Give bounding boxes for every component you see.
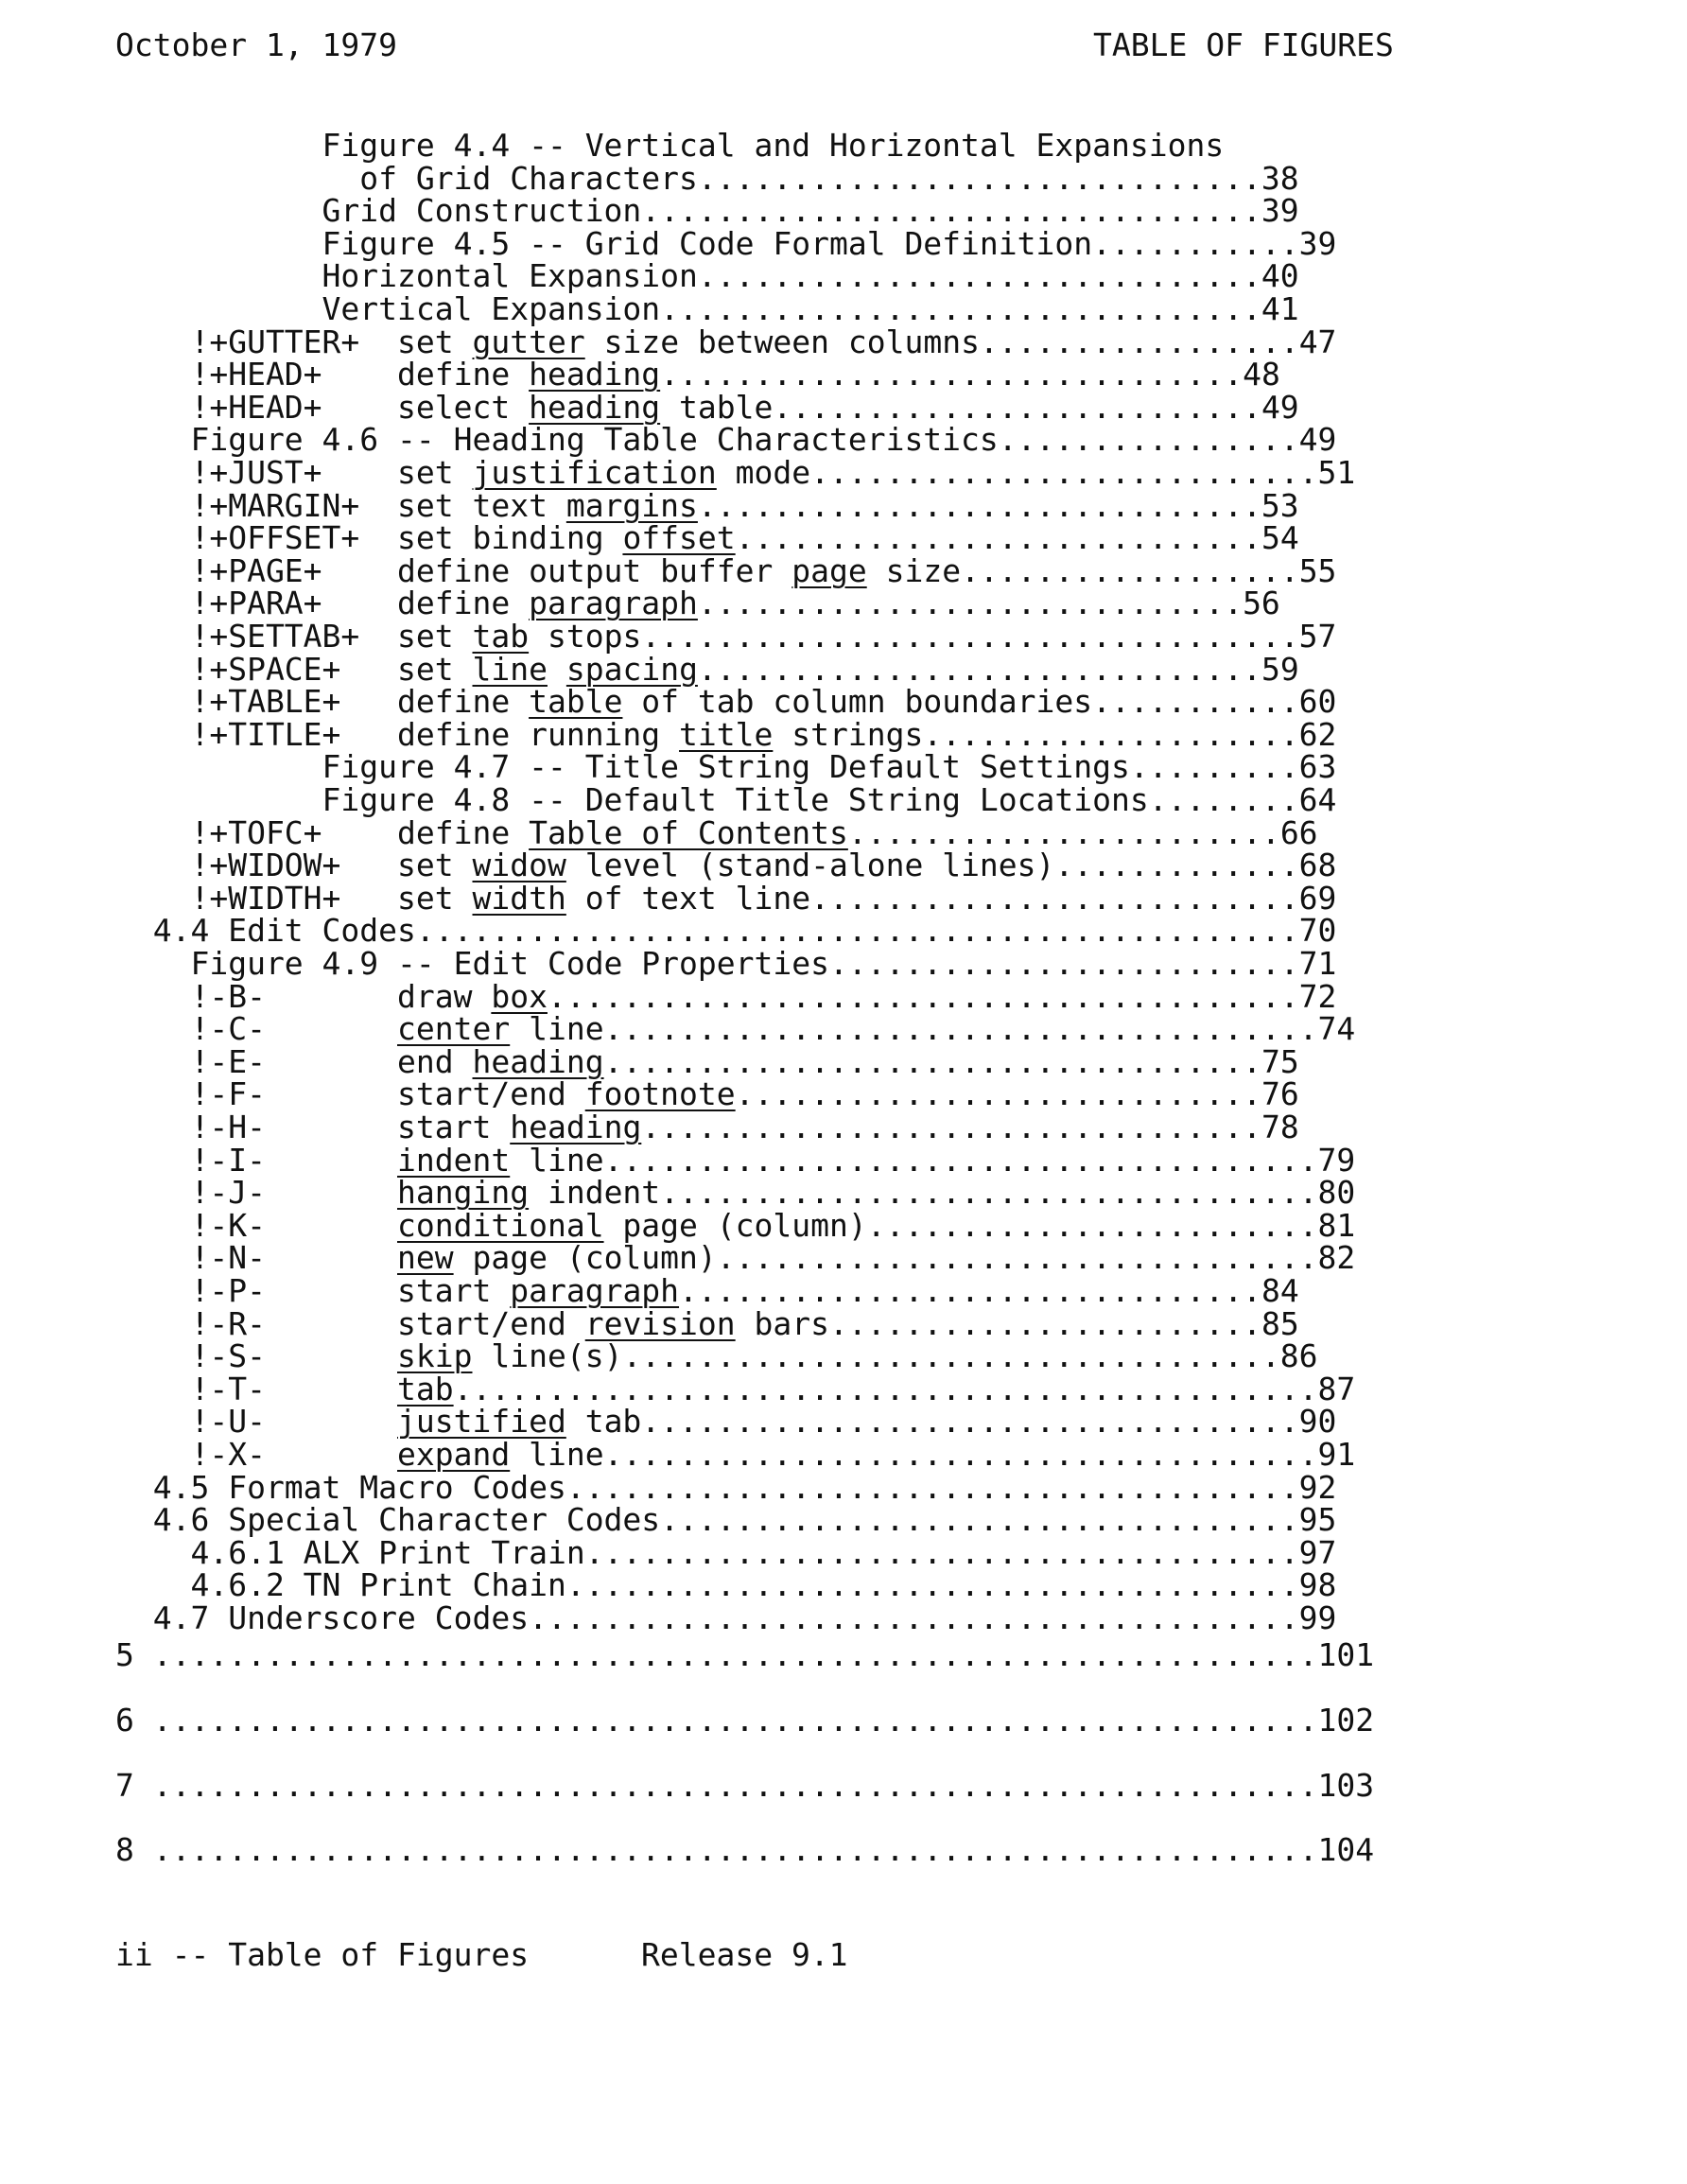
toc-text: .................................78 [641,1109,1299,1145]
toc-keyword-underlined: center [397,1010,511,1048]
toc-text: Figure 4.5 -- Grid Code Formal Definition...........39 [115,224,1337,262]
toc-text: .............................56 [697,585,1280,622]
toc-entry [115,551,1337,589]
toc-text: !+TABLE+ define [115,683,530,721]
toc-text: !-K- [115,1206,398,1244]
toc-entry [115,715,1337,753]
toc-text: !+PARA+ define [115,585,530,622]
toc-text: ..............................53 [697,486,1299,524]
toc-text: tab...................................90 [565,1403,1337,1441]
toc-keyword-underlined: gutter [472,323,585,360]
toc-text: !+PAGE+ define output buffer [115,551,792,589]
toc-entry [115,358,1280,392]
toc-entry [115,783,1336,817]
toc-text: mode...........................51 [716,454,1356,491]
toc-keyword-underlined: offset [622,519,736,557]
toc-text: !-B- draw [115,977,492,1015]
header-section-title: TABLE OF FIGURES [1093,26,1394,63]
chapter-number: 8 [115,1831,134,1868]
toc-text: !+HEAD+ select [115,388,530,426]
toc-text: 4.5 Format Macro Codes.......................................92 [115,1468,1337,1506]
toc-keyword-underlined: indent [397,1141,511,1179]
toc-keyword-underlined: conditional [397,1206,604,1244]
toc-text: Figure 4.7 -- Title String Default Settings.........63 [115,748,1337,786]
toc-text: !+GUTTER+ set [115,323,473,360]
toc-entry [115,129,1224,163]
toc-text: table..........................49 [660,388,1299,426]
toc-text: line(s)...................................86 [472,1337,1318,1375]
toc-entry [115,1241,1355,1275]
toc-text: !+OFFSET+ set binding [115,519,623,557]
chapter-leader-page: ..............................................................103 [133,1767,1375,1804]
toc-entry [115,914,1336,948]
toc-text: 4.6 Special Character Codes..................................95 [115,1501,1337,1539]
toc-entry [115,947,1336,981]
toc-entry [115,1503,1336,1537]
toc-text: !-H- start [115,1109,511,1145]
toc-keyword-underlined: justification [472,454,717,491]
header-date: October 1, 1979 [115,26,398,63]
toc-keyword-underlined: line [472,650,548,688]
toc-text: !-F- start/end [115,1075,585,1113]
toc-text: !-J- [115,1174,398,1212]
chapter-leader-page: ..............................................................104 [133,1831,1375,1868]
toc-text: Figure 4.9 -- Edit Code Properties.........................71 [115,945,1337,982]
chapter-leader-page: ..............................................................101 [133,1636,1375,1673]
toc-entry [115,486,1299,524]
toc-text: !+HEAD+ define [115,356,530,393]
toc-text [548,651,566,688]
toc-text: Grid Construction.................................39 [115,192,1299,230]
toc-text: 4.7 Underscore Codes.........................................99 [115,1599,1337,1636]
toc-entry [115,224,1337,262]
toc-keyword-underlined: justified [397,1403,566,1441]
toc-text: !+WIDOW+ set [115,847,473,884]
toc-entry [115,1110,1299,1144]
footer-page-label: ii -- Table of Figures [115,1936,530,1973]
toc-text: !-P- start [115,1272,511,1309]
toc-text: !-I- [115,1141,398,1179]
toc-keyword-underlined: heading [472,1042,604,1080]
toc-entry [115,259,1299,293]
toc-entry [115,1012,1355,1046]
toc-entry [115,1176,1355,1210]
toc-entry [115,1304,1299,1342]
toc-keyword-underlined: widow [472,847,566,884]
toc-text: ...................................75 [603,1042,1299,1080]
toc-entry [115,292,1299,326]
toc-text: ..............................................87 [453,1370,1356,1407]
toc-text: line......................................74 [510,1010,1356,1048]
toc-keyword-underlined: heading [529,388,661,426]
toc-keyword-underlined: skip [397,1337,473,1375]
toc-text: !-R- start/end [115,1304,585,1342]
chapter-number: 5 [115,1636,134,1673]
toc-text: !+WIDTH+ set [115,879,473,917]
toc-text: !+JUST+ set [115,454,473,491]
toc-entry [115,1601,1336,1635]
toc-keyword-underlined: box [491,977,548,1015]
toc-text: line......................................91 [510,1436,1356,1473]
toc-entry [115,650,1299,688]
chapter-number: 6 [115,1702,134,1738]
toc-keyword-underlined: footnote [584,1075,736,1113]
toc-text: ............................54 [735,519,1299,557]
toc-text: size..................55 [866,551,1337,589]
toc-text: ...............................48 [660,356,1280,393]
toc-text: level (stand-alone lines).............68 [565,847,1337,884]
toc-entry [115,423,1336,457]
toc-entry [115,685,1336,719]
toc-text: 4.6.2 TN Print Chain.......................................98 [115,1566,1337,1604]
toc-keyword-underlined: revision [584,1304,736,1342]
toc-text: ............................76 [735,1075,1299,1113]
toc-entry [115,1405,1336,1439]
toc-text: ..............................59 [697,650,1299,688]
toc-entry [115,521,1299,555]
toc-text: 4.4 Edit Codes...............................................70 [115,912,1337,950]
toc-keyword-underlined: tab [472,618,530,655]
toc-keyword-underlined: heading [510,1109,642,1145]
toc-text: Figure 4.4 -- Vertical and Horizontal Expansions [115,127,1225,164]
toc-keyword-underlined: hanging [397,1174,530,1212]
toc-text: stops...................................57 [529,618,1337,655]
toc-keyword-underlined: title [679,715,774,753]
toc-text: page (column)................................82 [453,1239,1356,1277]
toc-keyword-underlined: tab [397,1370,454,1407]
toc-text: !+SETTAB+ set [115,618,473,655]
toc-entry [115,1372,1355,1406]
chapter-entry [115,1833,1374,1867]
footer-release: Release 9.1 [641,1936,848,1973]
toc-entry [115,1042,1299,1080]
toc-text: !-E- end [115,1042,473,1080]
toc-entry [115,977,1337,1015]
toc-text: 4.6.1 ALX Print Train......................................97 [115,1533,1337,1571]
toc-entry [115,1533,1337,1571]
toc-entry [115,848,1336,882]
toc-text: of Grid Characters..............................38 [115,159,1299,197]
toc-text: ...............................84 [679,1272,1299,1309]
toc-text: !-X- [115,1436,398,1473]
chapter-leader-page: ..............................................................102 [133,1702,1375,1738]
toc-entry [115,620,1336,654]
toc-text: bars.......................85 [735,1304,1299,1342]
toc-text: !-C- [115,1010,398,1048]
toc-entry [115,586,1280,620]
toc-text: !-U- [115,1403,398,1441]
toc-keyword-underlined: paragraph [510,1272,680,1309]
toc-entry [115,456,1355,490]
toc-entry [115,1468,1337,1506]
toc-entry [115,325,1336,359]
toc-keyword-underlined: table [529,683,623,721]
chapter-entry [115,1704,1374,1738]
toc-text: of tab column boundaries...........60 [622,683,1337,721]
toc-text: size between columns.................47 [584,323,1337,360]
toc-keyword-underlined: new [397,1239,454,1277]
toc-text: .......................66 [847,813,1318,851]
toc-keyword-underlined: heading [529,356,661,393]
toc-entry [115,1568,1336,1602]
toc-entry [115,159,1299,197]
toc-entry [115,1206,1356,1244]
toc-text: ........................................72 [547,977,1337,1015]
toc-entry [115,388,1299,426]
toc-keyword-underlined: expand [397,1436,511,1473]
toc-text: Vertical Expansion................................41 [115,290,1299,327]
toc-entry [115,1274,1299,1308]
toc-text: !+TOFC+ define [115,813,530,851]
toc-entry [115,1077,1299,1111]
chapter-entry [115,1638,1374,1672]
toc-keyword-underlined: margins [565,486,698,524]
toc-text: Figure 4.6 -- Heading Table Characteristics................49 [115,421,1337,459]
toc-entry [115,194,1299,228]
chapter-number: 7 [115,1767,134,1804]
toc-text: Figure 4.8 -- Default Title String Locations........64 [115,781,1337,818]
toc-entry [115,813,1318,851]
toc-keyword-underlined: page [791,551,867,589]
toc-text: !-S- [115,1337,398,1375]
toc-entry [115,750,1336,784]
toc-keyword-underlined: paragraph [529,585,698,622]
toc-entry [115,1141,1356,1179]
toc-entry [115,1339,1318,1373]
toc-text: !+SPACE+ set [115,650,473,688]
toc-text: !+MARGIN+ set text [115,486,566,524]
toc-text: Horizontal Expansion..............................40 [115,257,1299,295]
toc-text: line......................................79 [510,1141,1356,1179]
toc-entry [115,879,1337,917]
toc-keyword-underlined: width [472,879,566,917]
toc-text: indent...................................80 [529,1174,1356,1212]
toc-text: !+TITLE+ define running [115,715,680,753]
toc-keyword-underlined: spacing [565,650,698,688]
toc-text: !-T- [115,1370,398,1407]
chapter-entry [115,1769,1374,1803]
toc-keyword-underlined: Table of Contents [529,813,848,851]
toc-text: !-N- [115,1239,398,1277]
toc-text: page (column)........................81 [603,1206,1356,1244]
toc-text: strings....................62 [773,715,1337,753]
toc-entry [115,1438,1355,1472]
toc-text: of text line..........................69 [565,879,1337,917]
